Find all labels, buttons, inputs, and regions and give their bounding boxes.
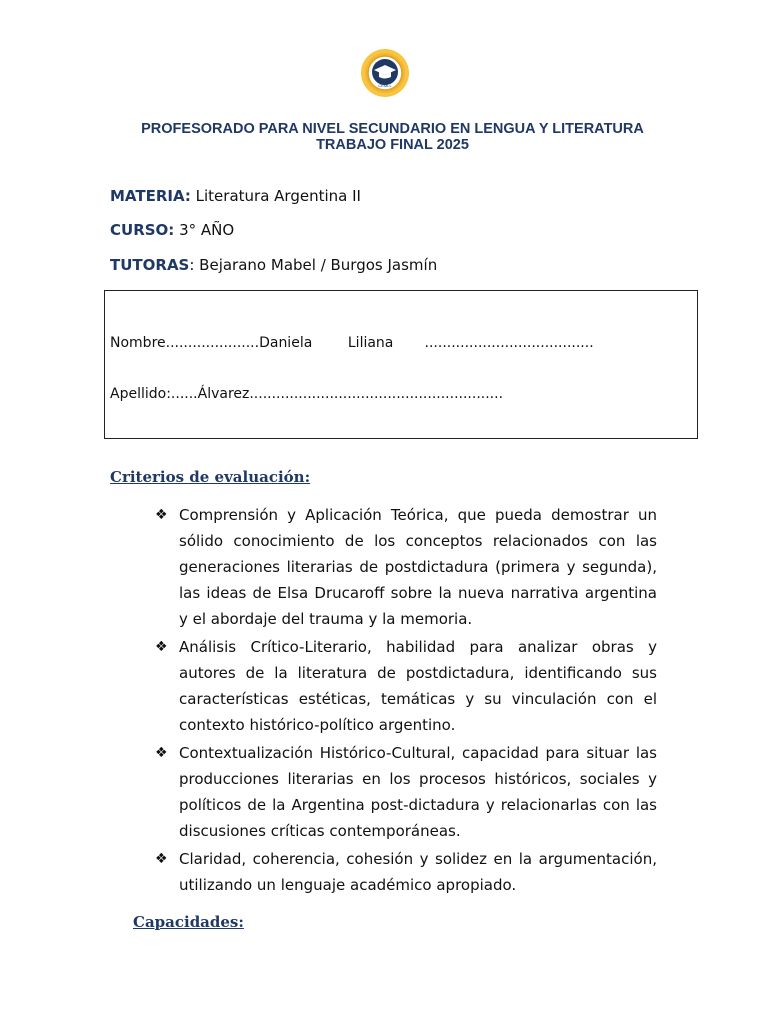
criteria-list (155, 502, 657, 900)
list-item (155, 740, 657, 844)
logo-text: CEMLL (378, 83, 392, 88)
curso-label: CURSO: (110, 221, 175, 239)
list-item (155, 634, 657, 738)
student-dni-line (110, 437, 691, 439)
program-title: PROFESORADO PARA NIVEL SECUNDARIO EN LENGUA Y LITERATURA (141, 121, 644, 137)
diamond-bullet-icon: ❖ (155, 507, 168, 523)
document-heading (100, 121, 685, 153)
list-item (155, 846, 657, 898)
institution-logo (360, 48, 410, 98)
criteria-text: Contextualización Histórico-Cultural, capacidad para situar las producciones literarias en los procesos históricos, sociales y políticos de la Argentina post-dictadura y relacionarlas con las discusiones críticas contemporáneas. (179, 744, 657, 840)
diamond-bullet-icon: ❖ (155, 745, 168, 761)
criteria-text: Claridad, coherencia, cohesión y solidez en la argumentación, utilizando un lenguaje académico apropiado. (179, 850, 657, 894)
capacities-title: Capacidades: (133, 913, 244, 931)
materia-value: Literatura Argentina II (190, 187, 361, 205)
tutoras-value: : Bejarano Mabel / Burgos Jasmín (189, 256, 438, 274)
criteria-text: Comprensión y Aplicación Teórica, que pueda demostrar un sólido conocimiento de los conceptos relacionados con las generaciones literarias de postdictadura (primera y segunda), las ideas de Elsa Drucaroff sobre la nueva narrativa argentina y el abordaje del trauma y la memoria. (179, 506, 657, 628)
materia-row (110, 187, 361, 205)
student-info-box (104, 290, 698, 439)
student-name-line: Nombre.....................Daniela Liliana ...................................... (110, 335, 594, 351)
list-item (155, 502, 657, 632)
tutoras-label: TUTORAS (110, 256, 190, 274)
student-surname-line: Apellido:......Álvarez......................................................... (110, 386, 504, 402)
work-title: TRABAJO FINAL 2025 (316, 137, 469, 153)
materia-label: MATERIA: (110, 187, 191, 205)
curso-row (110, 221, 234, 239)
diamond-bullet-icon: ❖ (155, 639, 168, 655)
tutoras-row (110, 256, 437, 274)
criteria-text: Análisis Crítico-Literario, habilidad para analizar obras y autores de la literatura de postdictadura, identificando sus características estéticas, temáticas y su vinculación con el contexto histórico-político argentino. (179, 638, 657, 734)
curso-value: 3° AÑO (174, 221, 235, 239)
diamond-bullet-icon: ❖ (155, 851, 168, 867)
criteria-title: Criterios de evaluación: (110, 468, 311, 486)
